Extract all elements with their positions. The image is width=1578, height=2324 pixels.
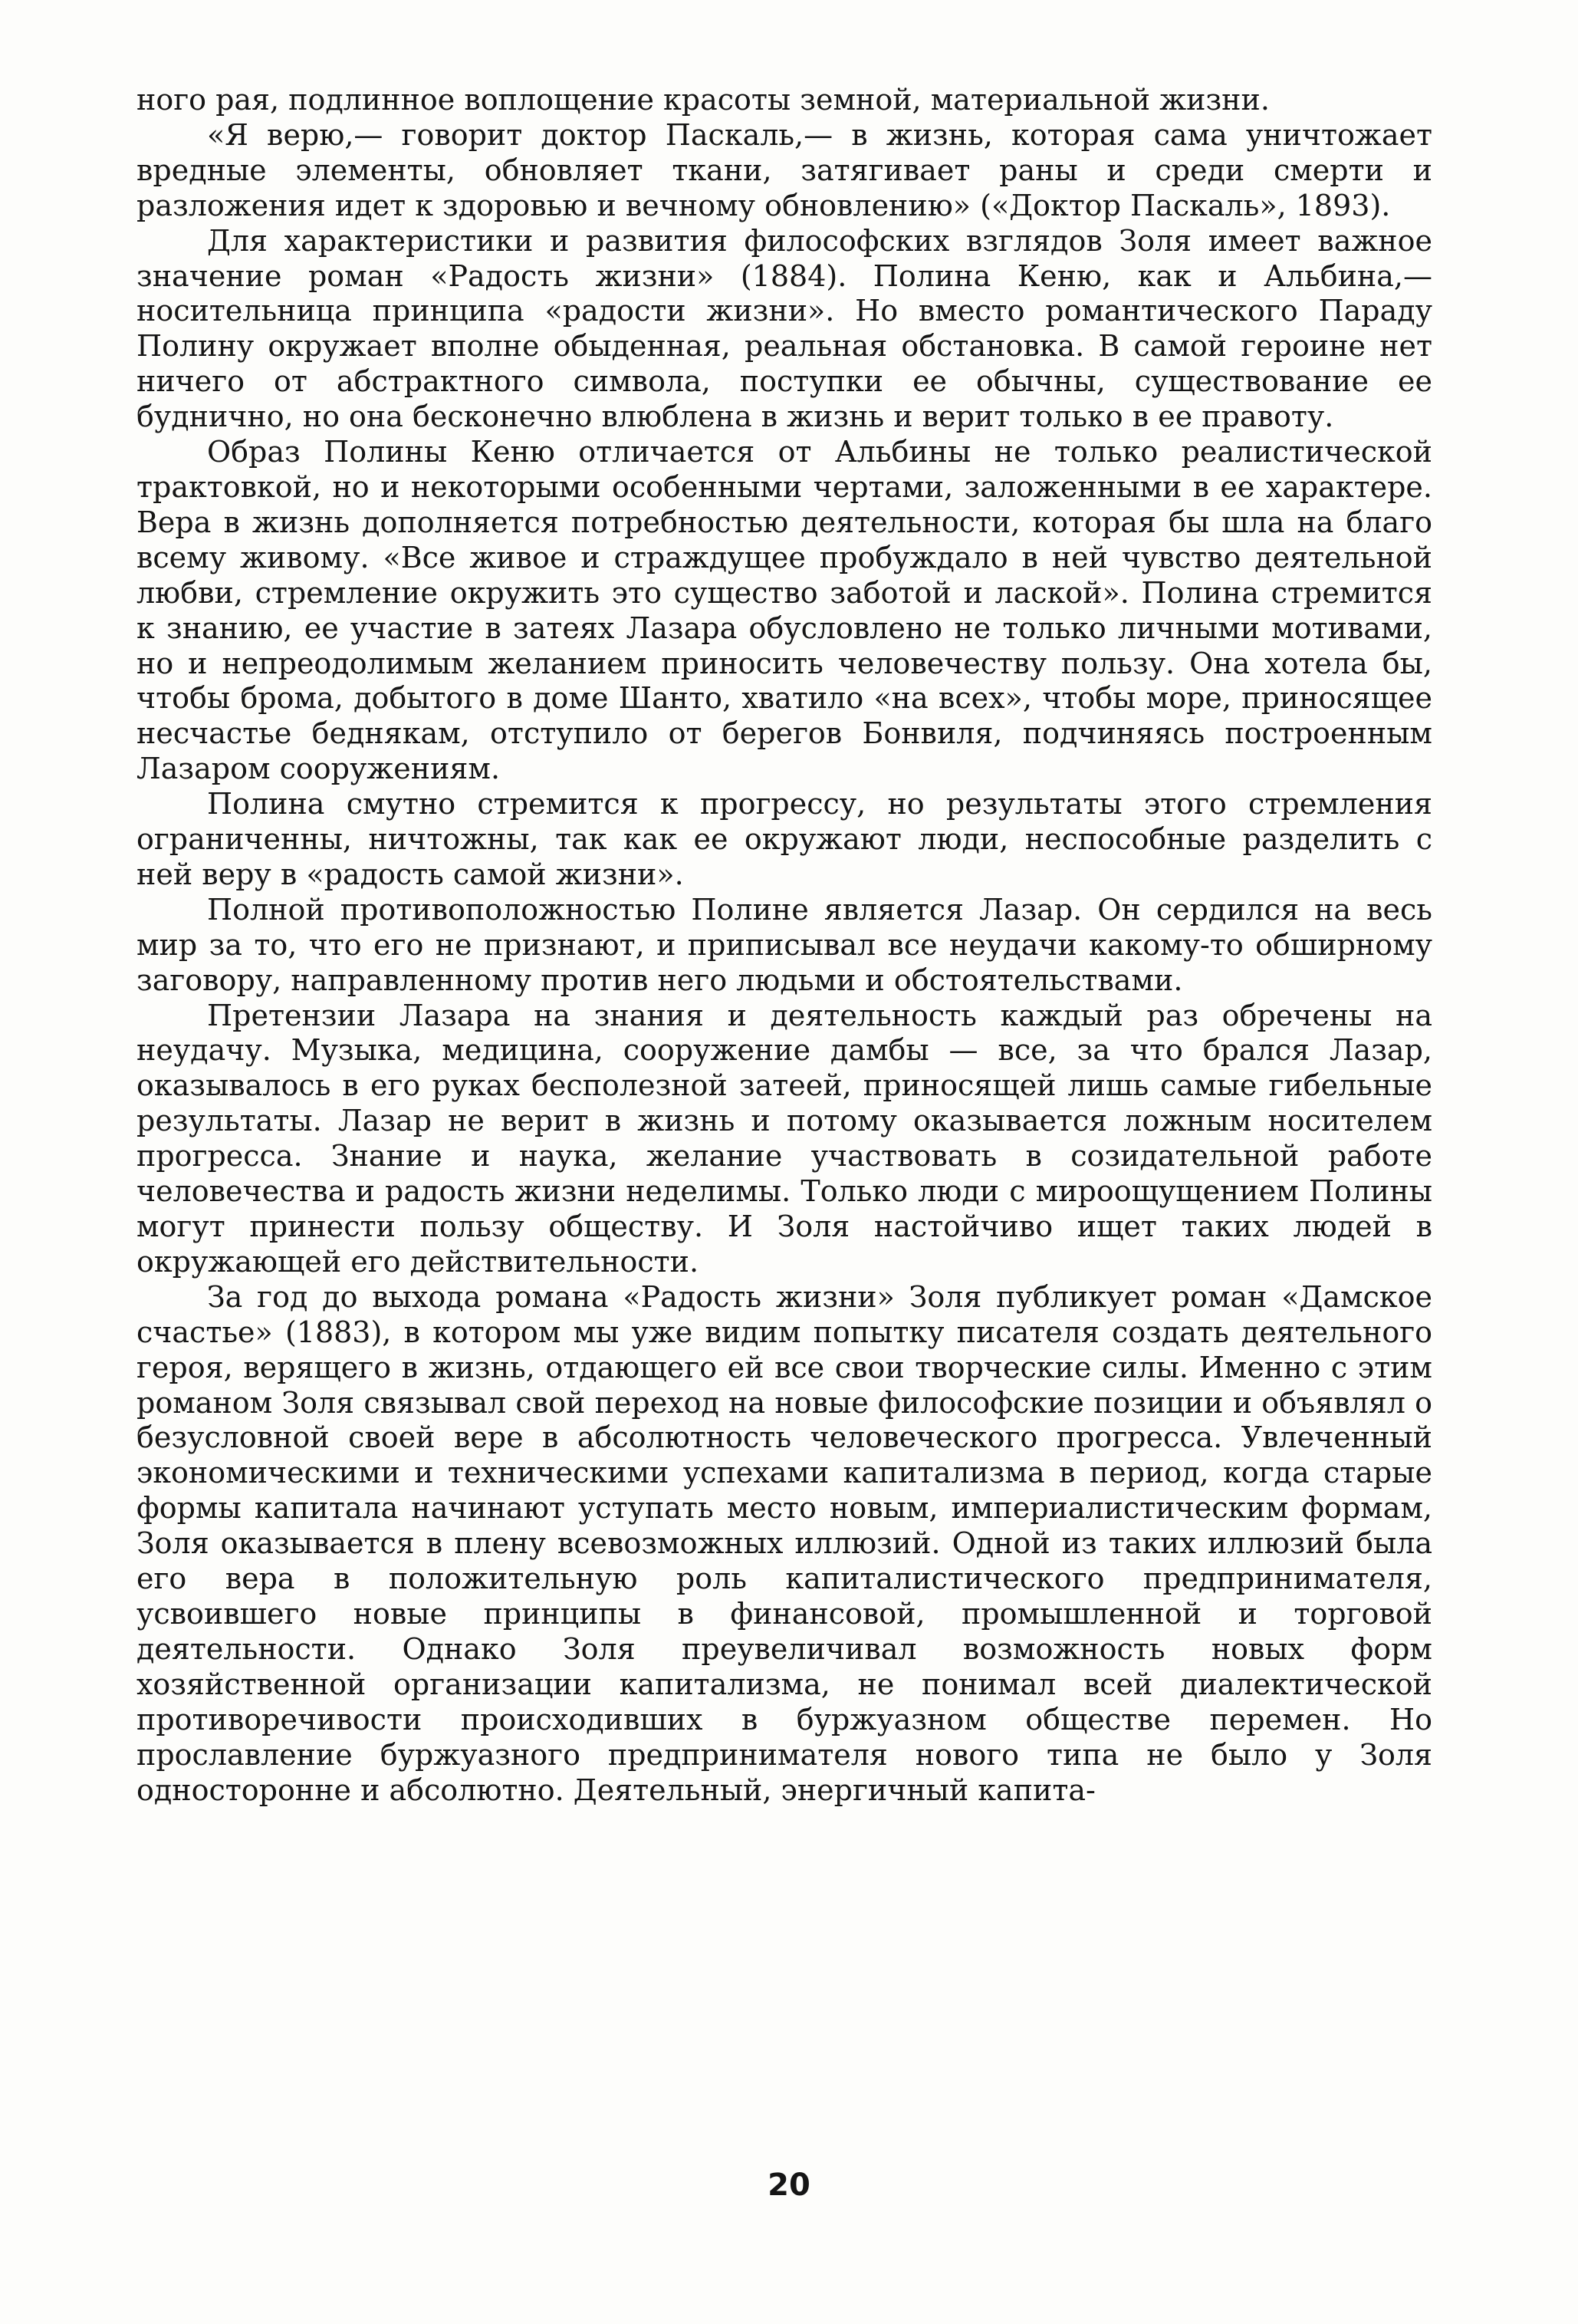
paragraph-pauline-image: Образ Полины Кеню отличается от Альбины не только реалистической трактовкой, но и некоторыми особенными чертами, заложенными в ее характере. Вера в жизнь дополняется потребностью деятельности, которая бы шла на благо всему живому. «Все живое и страждущее пробуждало в ней чувство деятельной любви, стремление окружить это существо заботой и лаской». Полина стремится к знанию, ее участие в затеях Лазара обусловлено не только личными мотивами, но и непреодолимым желанием приносить человечеству пользу. Она хотела бы, чтобы брома, добытого в доме Шанто, хватило «на всех», чтобы море, приносящее несчастье беднякам, отступило от берегов Бонвиля, подчиняясь построенным Лазаром сооружениям. — [136, 435, 1432, 786]
paragraph-lazare-pretensions: Претензии Лазара на знания и деятельность каждый раз обречены на неудачу. Музыка, медицина, сооружение дамбы — все, за что брался Лазар, оказывалось в его руках бесполезной затеей, приносящей лишь самые гибельные результаты. Лазар не верит в жизнь и потому оказывается ложным носителем прогресса. Знание и наука, желание участвовать в созидательной работе человечества и радость жизни неделимы. Только люди с мироощущением Полины могут принести пользу обществу. И Золя настойчиво ищет таких людей в окружающей его действительности. — [136, 998, 1432, 1279]
paragraph-continuation: ного рая, подлинное воплощение красоты земной, материальной жизни. — [136, 83, 1270, 117]
paragraph-ladies-paradise: За год до выхода романа «Радость жизни» Золя публикует роман «Дамское счастье» (1883), в котором мы уже видим попытку писателя создать деятельного героя, верящего в жизнь, отдающего ей все свои творческие силы. Именно с этим романом Золя связывал свой переход на новые философские позиции и объявлял о безусловной своей вере в абсолютность человеческого прогресса. Увлеченный экономическими и техническими успехами капитализма в период, когда старые формы капитала начинают уступать место новым, империалистическим формам, Золя оказывается в плену всевозможных иллюзий. Одной из таких иллюзий была его вера в положительную роль капиталистического предпринимателя, усвоившего новые принципы в финансовой, промышленной и торговой деятельности. Однако Золя преувеличивал возможность новых форм хозяйственной организации капитализма, не понимал всей диалектической противоречивости происходивших в буржуазном обществе перемен. Но прославление буржуазного предпринимателя нового типа не было у Золя односторонне и абсолютно. Деятельный, энергичный капита- — [136, 1279, 1432, 1807]
paragraph-lazare-opposite: Полной противоположностью Полине является Лазар. Он сердился на весь мир за то, что его не признают, и приписывал все неудачи какому-то обширному заговору, направленному против него людьми и обстоятельствами. — [136, 892, 1432, 997]
page-number: 20 — [768, 2168, 810, 2203]
paragraph-pascal-quote: «Я верю,— говорит доктор Паскаль,— в жизнь, которая сама уничтожает вредные элементы, обновляет ткани, затягивает раны и среди смерти и разложения идет к здоровью и вечному обновлению» («Доктор Паскаль», 1893). — [136, 117, 1432, 222]
paragraph-pauline-progress: Полина смутно стремится к прогрессу, но результаты этого стремления ограниченны, ничтожны, так как ее окружают люди, неспособные разделить с ней веру в «радость самой жизни». — [136, 787, 1432, 891]
body-text — [136, 83, 1432, 1808]
paragraph-joy-of-life: Для характеристики и развития философских взглядов Золя имеет важное значение роман «Радость жизни» (1884). Полина Кеню, как и Альбина,— носительница принципа «радости жизни». Но вместо романтического Параду Полину окружает вполне обыденная, реальная обстановка. В самой героине нет ничего от абстрактного символа, поступки ее обычны, существование ее буднично, но она бесконечно влюблена в жизнь и верит только в ее правоту. — [136, 223, 1432, 434]
